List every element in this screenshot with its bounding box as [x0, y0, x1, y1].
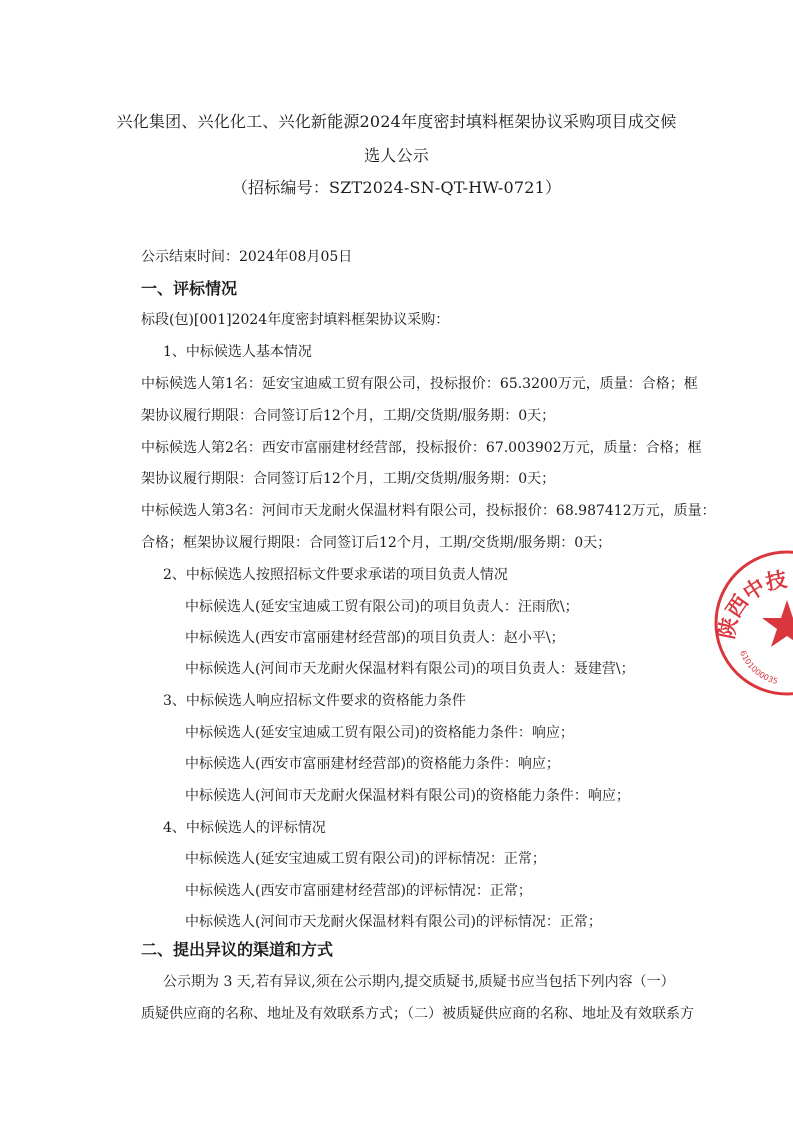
evaluation-status-item: 中标候选人(西安市富丽建材经营部)的评标情况：正常；	[185, 883, 532, 899]
project-leader-item: 中标候选人(河间市天龙耐火保温材料有限公司)的项目负责人：聂建营\；	[185, 661, 635, 677]
subsection-heading-project-leader: 2、中标候选人按照招标文件要求承诺的项目负责人情况	[163, 567, 508, 583]
section-heading-objection: 二、提出异议的渠道和方式	[141, 940, 334, 959]
candidate-1-line-1: 中标候选人第1名：延安宝迪威工贸有限公司，投标报价：65.3200万元，质量：合格；框	[141, 376, 698, 392]
evaluation-status-item: 中标候选人(河间市天龙耐火保温材料有限公司)的评标情况：正常；	[185, 914, 602, 930]
project-leader-item: 中标候选人(延安宝迪威工贸有限公司)的项目负责人：汪雨欣\；	[185, 599, 579, 615]
qualification-item: 中标候选人(河间市天龙耐火保温材料有限公司)的资格能力条件：响应；	[185, 788, 630, 804]
evaluation-status-item: 中标候选人(延安宝迪威工贸有限公司)的评标情况：正常；	[185, 851, 546, 867]
subsection-heading-evaluation-status: 4、中标候选人的评标情况	[163, 820, 326, 836]
qualification-item: 中标候选人(延安宝迪威工贸有限公司)的资格能力条件：响应；	[185, 725, 574, 741]
objection-paragraph-line-2: 质疑供应商的名称、地址及有效联系方式；（二）被质疑供应商的名称、地址及有效联系方	[141, 1006, 694, 1022]
qualification-item: 中标候选人(西安市富丽建材经营部)的资格能力条件：响应；	[185, 756, 560, 772]
official-seal-stamp	[712, 548, 793, 698]
title-line-1: 兴化集团、兴化化工、兴化新能源2024年度密封填料框架协议采购项目成交候	[116, 112, 677, 131]
project-leader-item: 中标候选人(西安市富丽建材经营部)的项目负责人：赵小平\；	[185, 630, 565, 646]
seal-star-icon	[762, 600, 793, 647]
objection-paragraph-line-1: 公示期为 3 天,若有异议,须在公示期内,提交质疑书,质疑书应当包括下列内容（一）	[163, 974, 675, 990]
candidate-2-line-1: 中标候选人第2名：西安市富丽建材经营部，投标报价：67.003902万元，质量：合格；框	[141, 440, 702, 456]
candidate-1-line-2: 架协议履行期限：合同签订后12个月，工期/交货期/服务期：0天；	[141, 408, 556, 424]
candidate-2-line-2: 架协议履行期限：合同签订后12个月，工期/交货期/服务期：0天；	[141, 471, 556, 487]
lot-title: 标段(包)[001]2024年度密封填料框架协议采购：	[141, 312, 450, 328]
title-line-2: 选人公示	[364, 146, 429, 165]
seal-digits: 6101000035	[738, 649, 779, 686]
subsection-heading-basic-info: 1、中标候选人基本情况	[163, 344, 312, 360]
publicity-end-time: 公示结束时间：2024年08月05日	[141, 249, 353, 265]
candidate-3-line-2: 合格；框架协议履行期限：合同签订后12个月，工期/交货期/服务期：0天；	[141, 535, 612, 551]
tender-number: （招标编号：SZT2024-SN-QT-HW-0721）	[231, 178, 562, 197]
section-heading-evaluation: 一、评标情况	[141, 279, 238, 298]
candidate-3-line-1: 中标候选人第3名：河间市天龙耐火保温材料有限公司，投标报价：68.987412万元，质量：	[141, 503, 716, 519]
subsection-heading-qualification: 3、中标候选人响应招标文件要求的资格能力条件	[163, 693, 466, 709]
seal-text: 陕西中技	[714, 567, 789, 641]
